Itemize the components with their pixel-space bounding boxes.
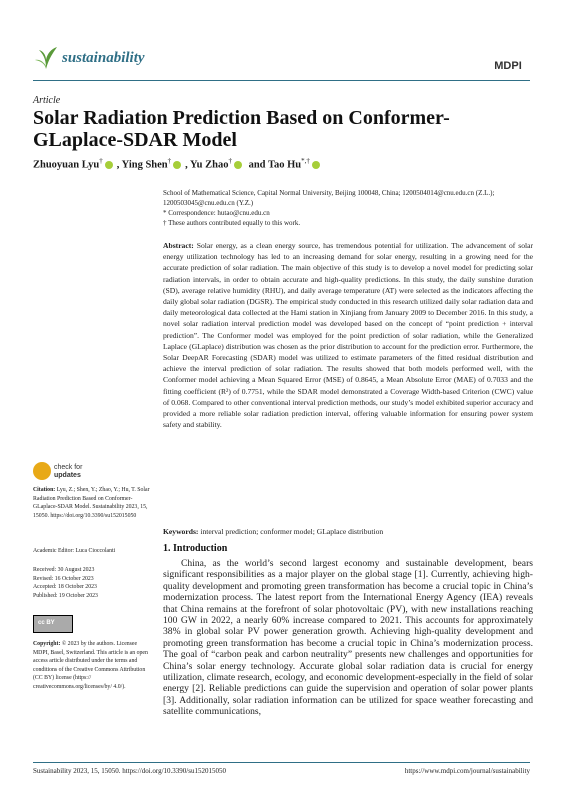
keywords <box>163 526 533 537</box>
author-name[interactable]: Zhuoyuan Lyu <box>33 159 100 171</box>
footer-citation[interactable]: Sustainability 2023, 15, 15050. https://doi.org/10.3390/su152015050 <box>33 767 226 775</box>
paper-title: Solar Radiation Prediction Based on Conformer-GLaplace-SDAR Model <box>33 107 450 151</box>
abstract <box>163 240 533 430</box>
keywords-label: Keywords: <box>163 527 199 536</box>
citation <box>33 486 151 520</box>
published-date: Published: 19 October 2023 <box>33 592 98 599</box>
journal-name: sustainability <box>62 50 145 66</box>
orcid-icon[interactable] <box>173 161 181 169</box>
copyright-text: © 2023 by the authors. Licensee MDPI, Basel, Switzerland. This article is an open access article distributed under the terms and conditions of the Creative Commons Attribution (CC BY) license (https:// creativecommons.org/licenses/by/ 4.0/). <box>33 641 148 690</box>
check-updates-icon <box>33 462 51 480</box>
author-name[interactable]: Yu Zhao <box>190 159 229 171</box>
affiliation: School of Mathematical Science, Capital Normal University, Beijing 100048, China; 1200504014@cnu.edu.cn (Z.L.); 1200503045@cnu.edu.cn (Y.Z.) <box>163 189 495 207</box>
accepted-date: Accepted: 18 October 2023 <box>33 584 97 591</box>
publisher-name: MDPI <box>494 60 522 72</box>
citation-label: Citation: <box>33 487 56 493</box>
orcid-icon[interactable] <box>234 161 242 169</box>
author-list: Zhuoyuan Lyu† , Ying Shen† , Yu Zhao† and Tao Hu*,† <box>33 157 533 171</box>
orcid-icon[interactable] <box>312 161 320 169</box>
author-name[interactable]: and Tao Hu <box>248 159 302 171</box>
dates <box>33 566 151 600</box>
footer-journal-url[interactable]: https://www.mdpi.com/journal/sustainability <box>404 767 530 775</box>
header-rule <box>33 80 530 81</box>
section-heading: 1. Introduction <box>163 543 228 554</box>
author-notes <box>163 208 533 228</box>
abstract-text: Solar energy, as a clean energy source, has tremendous potential for utilization. The advancement of solar energy utilization technology has led to an increasing demand for solar energy, resulting in a growing need for the accurate prediction of solar radiation. The main objective of this study is to develop a novel model for predicting solar radiation intervals, in order to obtain accurate and high-quality predictions. In this study, the daily sunshine duration (SD), average relative humidity (RHU), and daily average temperature (AT) were selected as the indicators affecting the daily global solar radiation (DGSR). The empirical study conducted in this research utilized daily solar radiation data and daily meteorological data collected at the Hami station in Xinjiang from January 2009 to December 2016. In this study, a novel solar radiation interval prediction model was developed based on the concept of “point prediction + interval prediction”. The Conformer model was employed for the point prediction of solar radiation, while the Generalized Laplace (GLaplace) distribution was chosen as the prior distribution to account for the prediction error. Furthermore, the Solar DeepAR Forecasting (SDAR) model was utilized to estimate parameters of the fitted residual distribution and achieve the interval prediction of solar radiation. The results showed that both models performed well, with the Conformer model achieving a Mean Squared Error (MSE) of 0.8645, a Mean Absolute Error (MAE) of 0.7033 and the fitting coefficient (R²) of 0.7751, while the SDAR model demonstrated a Coverage Width-based Criterion (CWC) value of 0.068. Compared to other conventional interval prediction methods, our study’s model exhibited superior accuracy and provided a more reliable solar radiation prediction interval, offering valuable information for ensuring power system safety and stability. <box>163 241 533 430</box>
equal-contribution-note: † These authors contributed equally to this work. <box>163 219 301 227</box>
revised-date: Revised: 16 October 2023 <box>33 575 94 582</box>
academic-editor: Academic Editor: Luca Cioccolanti <box>33 548 116 554</box>
introduction-body <box>163 558 533 718</box>
author-name[interactable]: Ying Shen <box>121 159 168 171</box>
citation-text[interactable]: Lyu, Z.; Shen, Y.; Zhao, Y.; Hu, T. Solar Radiation Prediction Based on Conformer-GLaplace-SDAR Model. Sustainability 2023, 15, 15050. https://doi.org/10.3390/su152015050 <box>33 487 150 519</box>
copyright-label: Copyright: <box>33 641 61 647</box>
received-date: Received: 30 August 2023 <box>33 567 95 573</box>
journal-logo-leaf-icon <box>33 44 59 70</box>
correspondence-note[interactable]: * Correspondence: hutao@cnu.edu.cn <box>163 209 270 217</box>
copyright <box>33 640 151 692</box>
footer-rule <box>33 762 530 763</box>
cc-by-license-icon[interactable]: cc BY <box>33 615 73 633</box>
check-updates-line2: updates <box>54 472 81 479</box>
intro-paragraph: China, as the world’s second largest economy and sustainable development, bears significant responsibilities as a major player on the global stage [1]. Currently, achieving high-quality development and promoting green transformation has become a crucial topic in China’s modernization process. The latest report from the International Energy Agency (IEA) reveals that China remains at the forefront of solar photovoltaic (PV), with new installations reaching 100 GW in 2022, a nearly 60% increase compared to 2021. This accounts for approximately 38% in global solar PV power generation growth. Achieving high-quality development and promoting green transformation has become a crucial topic in China’s modernization process. The goal of “carbon peak and carbon neutrality” presents new challenges and opportunities for China’s solar energy technology. Accurate global solar radiation data is crucial for energy utilization, climate research, ecology, and economic development-especially in the field of solar energy [2]. Reliable predictions can guide the supervision and operation of solar power plants [3]. Additionally, solar radiation information can be utilized for space weather forecasting and satellite communications, <box>163 558 533 718</box>
article-type: Article <box>33 95 61 106</box>
abstract-label: Abstract: <box>163 241 194 250</box>
check-updates-line1: check for <box>54 464 83 471</box>
mdpi-logo <box>486 57 530 73</box>
orcid-icon[interactable] <box>105 161 113 169</box>
keywords-text: interval prediction; conformer model; GLaplace distribution <box>200 527 384 536</box>
